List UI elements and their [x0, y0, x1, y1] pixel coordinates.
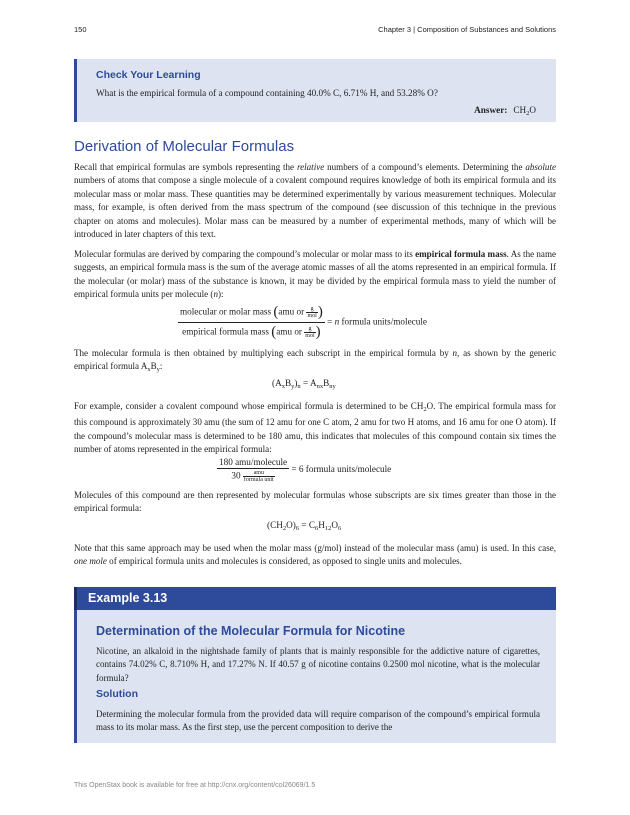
check-your-learning-question: What is the empirical formula of a compound containing 40.0% C, 6.71% H, and 53.28% O? [96, 88, 438, 98]
example-header: Example 3.13 [74, 587, 556, 610]
footer-attribution: This OpenStax book is available for free at http://cnx.org/content/col26069/1.5 [74, 782, 316, 789]
example-body [74, 610, 556, 743]
example-problem: Nicotine, an alkaloid in the nightshade family of plants that is mainly responsible for the addictive nature of cigarettes, contains 74.02% C, 8.710% H, and 17.27% N. If 40.57 g of nicotine contains 0.2500 mol nicotine, what is the molecular formula? [96, 646, 540, 683]
check-your-learning-box [74, 59, 556, 122]
check-your-learning-answer [474, 105, 536, 117]
equation-generic-formula: $(A_xB_y)_n = A_{nx}B_{ny}$ [272, 378, 336, 390]
paragraph-molar-approach: Note that this same approach may be used when the molar mass (g/mol) instead of the molecular mass (amu) is used. In this case, one mole of empirical formula units and molecules is considered, as opposed to single units and molecules. [74, 543, 556, 567]
equation-formula-units: molecular or molar mass (amu or $\frac{g}{\text{mol}}$ ) empirical formula mass (amu or $\frac{g}{\text{mol}}$ ) = n formula units/molecule [180, 304, 427, 340]
chapter-header: Chapter 3 | Composition of Substances and Solutions [378, 25, 556, 34]
paragraph-multiply-subscripts: The molecular formula is then obtained by multiplying each subscript in the empirical formula by n, as shown by the generic empirical formula $A_xB_y$: [74, 348, 556, 374]
paragraph-molecular-formulas: Molecular formulas are derived by comparing the compound’s molecular or molar mass to its empirical formula mass. As the name suggests, an empirical formula mass is the sum of the average atomic masses of all the atoms represented in an empirical formula. If the molecular (or molar) mass of the substance is known, it may be divided by the empirical formula mass to yield the number of empirical formula units per molecule (n): [74, 249, 556, 300]
check-your-learning-title: Check Your Learning [96, 69, 201, 81]
example-title: Determination of the Molecular Formula for Nicotine [96, 624, 406, 638]
section-title: Derivation of Molecular Formulas [74, 138, 295, 155]
solution-label: Solution [96, 688, 138, 700]
paragraph-empirical-recall: Recall that empirical formulas are symbols representing the relative numbers of a compound’s elements. Determining the absolute numbers of atoms that compose a single molecule of a covalent compound requires knowledge of both its empirical formula and its molecular mass or molar mass. These quantities may be determined experimentally by various measurement techniques. Molecular mass, for example, is often derived from the mass spectrum of the compound (see discussion of this technique in the previous chapter on atoms and molecules). Molar mass can be measured by a number of experimental methods, many of which will be introduced in later chapters of this text. [74, 162, 556, 240]
answer-label: Answer: [474, 105, 508, 115]
answer-formula: $CH_2O$ [513, 105, 536, 117]
paragraph-example-ch2o: For example, consider a covalent compound whose empirical formula is determined to be $CH_2O$. The empirical formula mass for this compound is approximately 30 amu (the sum of 12 amu for one C atom, 2 amu for two H atoms, and 16 amu for one O atom). If the compound’s molecular mass is determined to be 180 amu, this indicates that molecules of this compound contain six times the number of atoms represented in the empirical formula: [74, 401, 556, 455]
solution-text: Determining the molecular formula from the provided data will require comparison of the compound’s empirical formula mass to its molar mass. As the first step, use the percent composition to derive the [96, 709, 540, 733]
page-number: 150 [74, 25, 87, 34]
paragraph-six-times: Molecules of this compound are then represented by molecular formulas whose subscripts are six times greater than those in the empirical formula: [74, 490, 556, 514]
equation-six-units: 180 amu/molecule 30 $\frac{\text{amu}}{\text{formula unit}}$ = 6 formula units/molecule [219, 457, 392, 483]
equation-glucose: $(CH_2O)_6 = C_6H_{12}O_6$ [267, 520, 342, 532]
